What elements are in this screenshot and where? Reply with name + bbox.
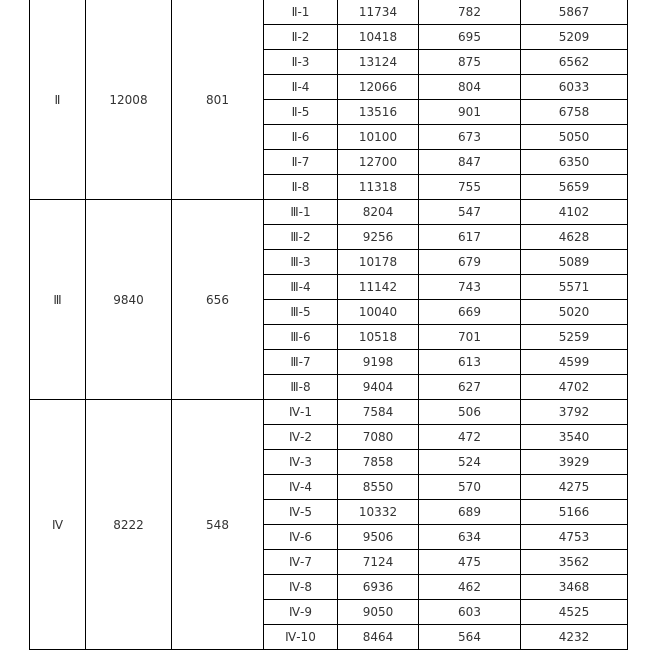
group-avg-cell: 801	[172, 0, 264, 200]
group-id-cell: Ⅱ	[30, 0, 86, 200]
sample-id-cell: Ⅳ-10	[264, 625, 338, 650]
sample-id-cell: Ⅱ-3	[264, 50, 338, 75]
value-a-cell: 12700	[338, 150, 419, 175]
sample-id-cell: Ⅱ-1	[264, 0, 338, 25]
sample-id-cell: Ⅳ-6	[264, 525, 338, 550]
value-b-cell: 547	[419, 200, 521, 225]
group-total-cell: 12008	[86, 0, 172, 200]
value-b-cell: 524	[419, 450, 521, 475]
value-b-cell: 701	[419, 325, 521, 350]
sample-id-cell: Ⅱ-7	[264, 150, 338, 175]
sample-id-cell: Ⅳ-3	[264, 450, 338, 475]
sample-id-cell: Ⅲ-1	[264, 200, 338, 225]
value-c-cell: 5089	[521, 250, 628, 275]
value-a-cell: 7124	[338, 550, 419, 575]
sample-id-cell: Ⅲ-2	[264, 225, 338, 250]
sample-id-cell: Ⅲ-6	[264, 325, 338, 350]
value-a-cell: 10418	[338, 25, 419, 50]
value-b-cell: 603	[419, 600, 521, 625]
sample-id-cell: Ⅳ-5	[264, 500, 338, 525]
value-b-cell: 804	[419, 75, 521, 100]
value-a-cell: 13124	[338, 50, 419, 75]
value-c-cell: 5209	[521, 25, 628, 50]
group-total-cell: 9840	[86, 200, 172, 400]
sample-id-cell: Ⅱ-2	[264, 25, 338, 50]
value-b-cell: 627	[419, 375, 521, 400]
sample-id-cell: Ⅱ-8	[264, 175, 338, 200]
value-a-cell: 10332	[338, 500, 419, 525]
value-c-cell: 3468	[521, 575, 628, 600]
table-row	[30, 400, 628, 425]
value-b-cell: 634	[419, 525, 521, 550]
sample-id-cell: Ⅲ-7	[264, 350, 338, 375]
value-a-cell: 11142	[338, 275, 419, 300]
value-b-cell: 462	[419, 575, 521, 600]
value-b-cell: 564	[419, 625, 521, 650]
value-b-cell: 506	[419, 400, 521, 425]
value-a-cell: 10518	[338, 325, 419, 350]
value-a-cell: 9506	[338, 525, 419, 550]
value-b-cell: 901	[419, 100, 521, 125]
value-a-cell: 11734	[338, 0, 419, 25]
value-b-cell: 613	[419, 350, 521, 375]
value-b-cell: 847	[419, 150, 521, 175]
data-table	[29, 0, 628, 650]
value-c-cell: 5659	[521, 175, 628, 200]
value-c-cell: 6562	[521, 50, 628, 75]
group-avg-cell: 656	[172, 200, 264, 400]
value-b-cell: 782	[419, 0, 521, 25]
value-c-cell: 4525	[521, 600, 628, 625]
value-c-cell: 4753	[521, 525, 628, 550]
value-b-cell: 695	[419, 25, 521, 50]
value-c-cell: 4628	[521, 225, 628, 250]
sample-id-cell: Ⅱ-6	[264, 125, 338, 150]
value-a-cell: 8204	[338, 200, 419, 225]
value-a-cell: 12066	[338, 75, 419, 100]
value-c-cell: 4232	[521, 625, 628, 650]
group-id-cell: Ⅲ	[30, 200, 86, 400]
value-b-cell: 475	[419, 550, 521, 575]
group-id-cell: Ⅳ	[30, 400, 86, 650]
value-a-cell: 8464	[338, 625, 419, 650]
value-b-cell: 679	[419, 250, 521, 275]
sample-id-cell: Ⅳ-7	[264, 550, 338, 575]
value-c-cell: 5166	[521, 500, 628, 525]
value-b-cell: 617	[419, 225, 521, 250]
value-a-cell: 11318	[338, 175, 419, 200]
sample-id-cell: Ⅳ-4	[264, 475, 338, 500]
value-a-cell: 6936	[338, 575, 419, 600]
value-c-cell: 3929	[521, 450, 628, 475]
value-c-cell: 3562	[521, 550, 628, 575]
value-b-cell: 472	[419, 425, 521, 450]
value-a-cell: 9198	[338, 350, 419, 375]
value-a-cell: 9256	[338, 225, 419, 250]
sample-id-cell: Ⅳ-9	[264, 600, 338, 625]
value-c-cell: 4702	[521, 375, 628, 400]
value-a-cell: 10178	[338, 250, 419, 275]
value-a-cell: 13516	[338, 100, 419, 125]
value-c-cell: 4599	[521, 350, 628, 375]
sample-id-cell: Ⅲ-5	[264, 300, 338, 325]
value-a-cell: 7858	[338, 450, 419, 475]
value-b-cell: 755	[419, 175, 521, 200]
value-b-cell: 689	[419, 500, 521, 525]
value-c-cell: 6758	[521, 100, 628, 125]
value-c-cell: 5259	[521, 325, 628, 350]
sample-id-cell: Ⅳ-1	[264, 400, 338, 425]
value-c-cell: 3792	[521, 400, 628, 425]
value-a-cell: 7584	[338, 400, 419, 425]
sample-id-cell: Ⅳ-8	[264, 575, 338, 600]
group-total-cell: 8222	[86, 400, 172, 650]
value-c-cell: 6350	[521, 150, 628, 175]
sample-id-cell: Ⅳ-2	[264, 425, 338, 450]
value-c-cell: 4102	[521, 200, 628, 225]
value-c-cell: 6033	[521, 75, 628, 100]
value-c-cell: 3540	[521, 425, 628, 450]
value-c-cell: 5020	[521, 300, 628, 325]
group-avg-cell: 548	[172, 400, 264, 650]
value-a-cell: 10100	[338, 125, 419, 150]
value-c-cell: 5571	[521, 275, 628, 300]
value-b-cell: 669	[419, 300, 521, 325]
value-b-cell: 673	[419, 125, 521, 150]
value-b-cell: 743	[419, 275, 521, 300]
table-body	[30, 0, 628, 650]
sample-id-cell: Ⅲ-4	[264, 275, 338, 300]
value-b-cell: 875	[419, 50, 521, 75]
value-a-cell: 9050	[338, 600, 419, 625]
value-a-cell: 9404	[338, 375, 419, 400]
sample-id-cell: Ⅱ-5	[264, 100, 338, 125]
sample-id-cell: Ⅲ-3	[264, 250, 338, 275]
value-c-cell: 5867	[521, 0, 628, 25]
value-a-cell: 10040	[338, 300, 419, 325]
table-row	[30, 0, 628, 25]
value-a-cell: 7080	[338, 425, 419, 450]
value-a-cell: 8550	[338, 475, 419, 500]
value-c-cell: 5050	[521, 125, 628, 150]
sample-id-cell: Ⅱ-4	[264, 75, 338, 100]
sample-id-cell: Ⅲ-8	[264, 375, 338, 400]
value-c-cell: 4275	[521, 475, 628, 500]
value-b-cell: 570	[419, 475, 521, 500]
table-row	[30, 200, 628, 225]
